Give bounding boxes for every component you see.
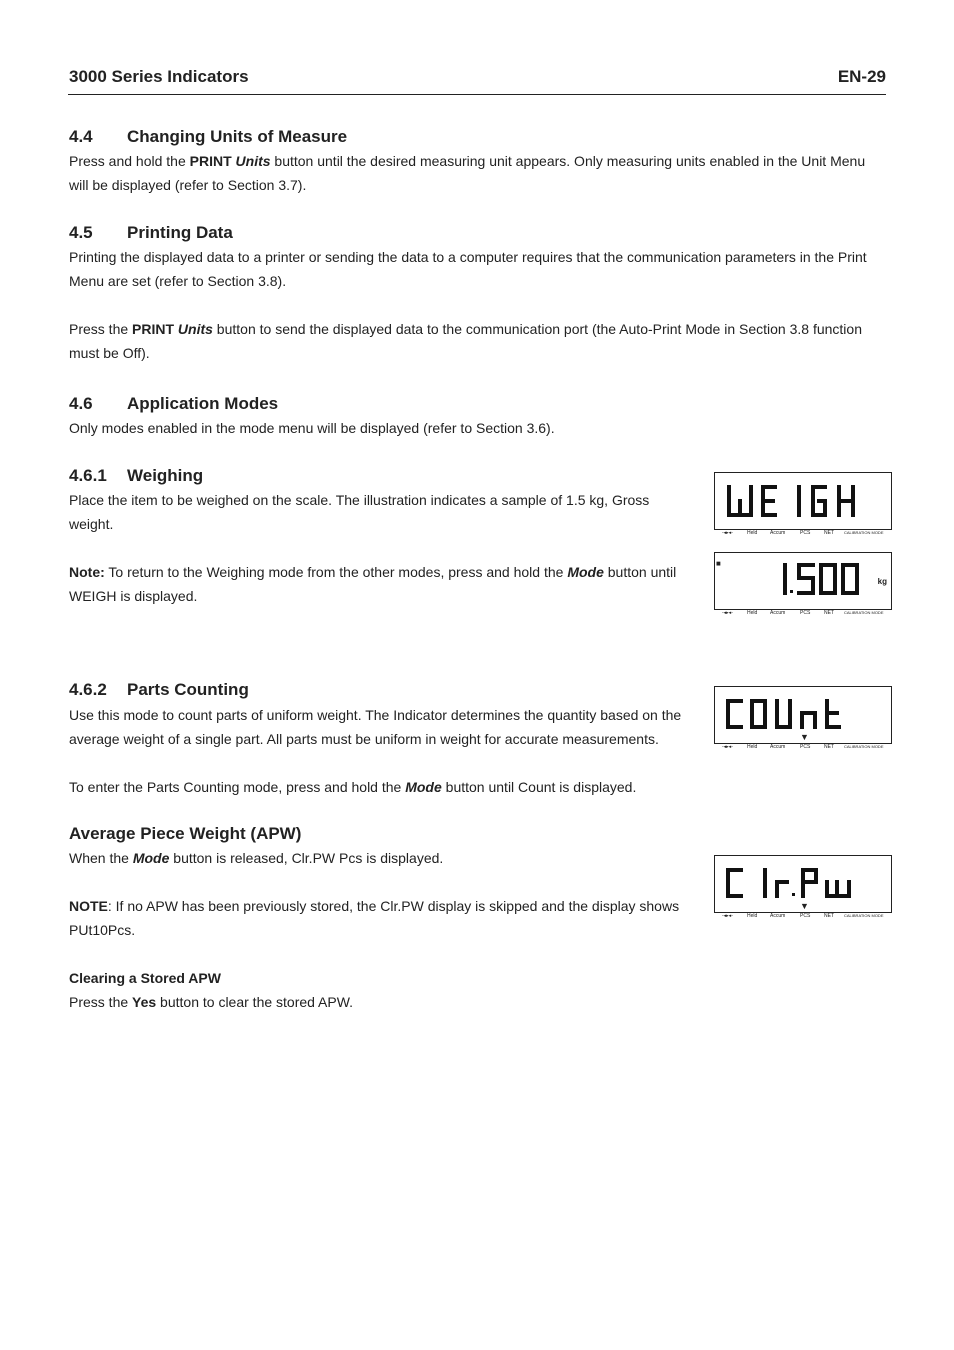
- segment-readout-clrpw: [721, 860, 885, 906]
- lcd-display-weigh: [714, 472, 892, 530]
- section-number: 4.6.2: [69, 680, 107, 699]
- paragraph-4-6-1: Place the item to be weighed on the scale. The illustration indicates a sample of 1.5 kg, Gross weight.: [69, 492, 650, 532]
- section-heading-4-4: [69, 127, 347, 147]
- calibration-annunciator: CALIBRATION MODE: [844, 744, 884, 749]
- text-run: : If no APW has been previously stored, the Clr.PW display is skipped and the display shows PUt10Pcs.: [69, 898, 680, 938]
- text-run: button until Count is displayed.: [441, 779, 637, 795]
- accum-annunciator: Accum: [770, 610, 786, 616]
- segment-readout-weigh: [721, 477, 885, 523]
- text-run: button to clear the stored APW.: [156, 994, 354, 1010]
- units-key: Units: [235, 153, 271, 169]
- text-run: button until WEIGH is displayed.: [69, 564, 677, 604]
- paragraph-4-5-a: Printing the displayed data to a printer or sending the data to a computer requires that the communication parameters in the Print Menu are set (refer to Section 3.8).: [69, 249, 867, 289]
- text-run: Press the: [69, 321, 133, 337]
- section-title: Application Modes: [127, 394, 279, 413]
- segment-readout-weight: [721, 557, 885, 603]
- mode-key: Mode: [405, 779, 442, 795]
- accum-annunciator: Accum: [770, 913, 786, 919]
- annunciator-row: [714, 609, 892, 621]
- page-number: EN-29: [837, 67, 886, 86]
- paragraph-clear-apw: [69, 990, 699, 1014]
- lcd-display-weight: [714, 552, 892, 610]
- section-number: 4.6.1: [69, 466, 107, 485]
- held-annunciator: Held: [747, 530, 758, 536]
- accum-annunciator: Accum: [770, 530, 786, 536]
- segment-readout-count: [721, 691, 885, 737]
- units-key: Units: [177, 321, 213, 337]
- section-number: 4.6: [69, 394, 93, 413]
- section-heading-4-5: [69, 223, 233, 243]
- text-run: To enter the Parts Counting mode, press and hold the: [69, 779, 406, 795]
- section-heading-4-6-2: [69, 680, 249, 700]
- clear-apw-heading: Clearing a Stored APW: [69, 970, 221, 986]
- unit-label: kg: [877, 577, 887, 586]
- held-annunciator: Held: [747, 610, 758, 616]
- pcs-pointer-icon: ▼: [800, 901, 809, 911]
- section-title: Weighing: [127, 466, 204, 485]
- stable-indicator-icon: ■: [716, 559, 721, 568]
- section-title: Printing Data: [127, 223, 233, 242]
- net-annunciator: NET: [824, 913, 834, 919]
- text-run: To return to the Weighing mode from the other modes, press and hold the: [104, 564, 568, 580]
- net-annunciator: NET: [824, 530, 834, 536]
- text-run: button to send the displayed data to the communication port (the Auto-Print Mode in Section 3.8 function must be Off).: [69, 321, 862, 361]
- stable-annunciator: -◂▸◂-: [722, 610, 733, 616]
- header-rule: [68, 94, 886, 95]
- stable-annunciator: -◂▸◂-: [722, 913, 733, 919]
- section-number: 4.5: [69, 223, 93, 242]
- net-annunciator: NET: [824, 610, 834, 616]
- note-label: Note:: [69, 564, 105, 580]
- annunciator-row: [714, 901, 892, 924]
- annunciator-row: [714, 732, 892, 755]
- mode-key: Mode: [132, 850, 170, 866]
- section-title: Parts Counting: [127, 680, 249, 699]
- accum-annunciator: Accum: [770, 744, 786, 750]
- pcs-annunciator: PCS: [800, 610, 811, 616]
- text-run: button is released, Clr.PW Pcs is displayed.: [169, 850, 444, 866]
- calibration-annunciator: CALIBRATION MODE: [844, 913, 884, 918]
- text-run: When the: [69, 850, 133, 866]
- net-annunciator: NET: [824, 744, 834, 750]
- stable-annunciator: -◂▸◂-: [722, 744, 733, 750]
- held-annunciator: Held: [747, 744, 758, 750]
- section-heading-4-6: [69, 394, 278, 414]
- stable-annunciator: -◂▸◂-: [722, 530, 733, 536]
- annunciator-row: [714, 529, 892, 541]
- calibration-annunciator: CALIBRATION MODE: [844, 530, 884, 535]
- text-run: Press and hold the: [69, 153, 190, 169]
- pcs-pointer-icon: ▼: [800, 732, 809, 742]
- section-heading-4-6-1: [69, 466, 203, 486]
- apw-heading: Average Piece Weight (APW): [69, 824, 302, 843]
- paragraph-4-6-2-a: Use this mode to count parts of uniform weight. The Indicator determines the quantity based on the average weight of a single part. All parts must be uniform in weight for accurate measurements.: [69, 707, 682, 747]
- mode-key: Mode: [567, 564, 604, 580]
- text-run: button until the desired measuring unit appears. Only measuring units enabled in the Unit Menu will be displayed (refer to Section 3.7).: [69, 153, 866, 193]
- paragraph-4-6-2-b: [69, 775, 709, 799]
- note-4-6-1: [69, 560, 694, 608]
- paragraph-4-5-b: [69, 317, 887, 365]
- note-apw: [69, 894, 699, 942]
- section-title: Changing Units of Measure: [127, 127, 348, 146]
- paragraph-4-4: [69, 149, 887, 197]
- note-label: NOTE: [69, 898, 108, 914]
- calibration-annunciator: CALIBRATION MODE: [844, 610, 884, 615]
- held-annunciator: Held: [747, 913, 758, 919]
- pcs-annunciator: PCS: [800, 530, 811, 536]
- yes-key: Yes: [132, 994, 157, 1010]
- print-key: PRINT: [132, 321, 175, 337]
- paragraph-4-6: Only modes enabled in the mode menu will be displayed (refer to Section 3.6).: [69, 420, 555, 436]
- pcs-annunciator: PCS: [800, 913, 811, 919]
- pcs-annunciator: PCS: [800, 744, 811, 750]
- print-key: PRINT: [189, 153, 232, 169]
- paragraph-apw: [69, 846, 699, 870]
- text-run: Press the: [69, 994, 133, 1010]
- section-number: 4.4: [69, 127, 93, 146]
- header-title: 3000 Series Indicators: [69, 67, 249, 86]
